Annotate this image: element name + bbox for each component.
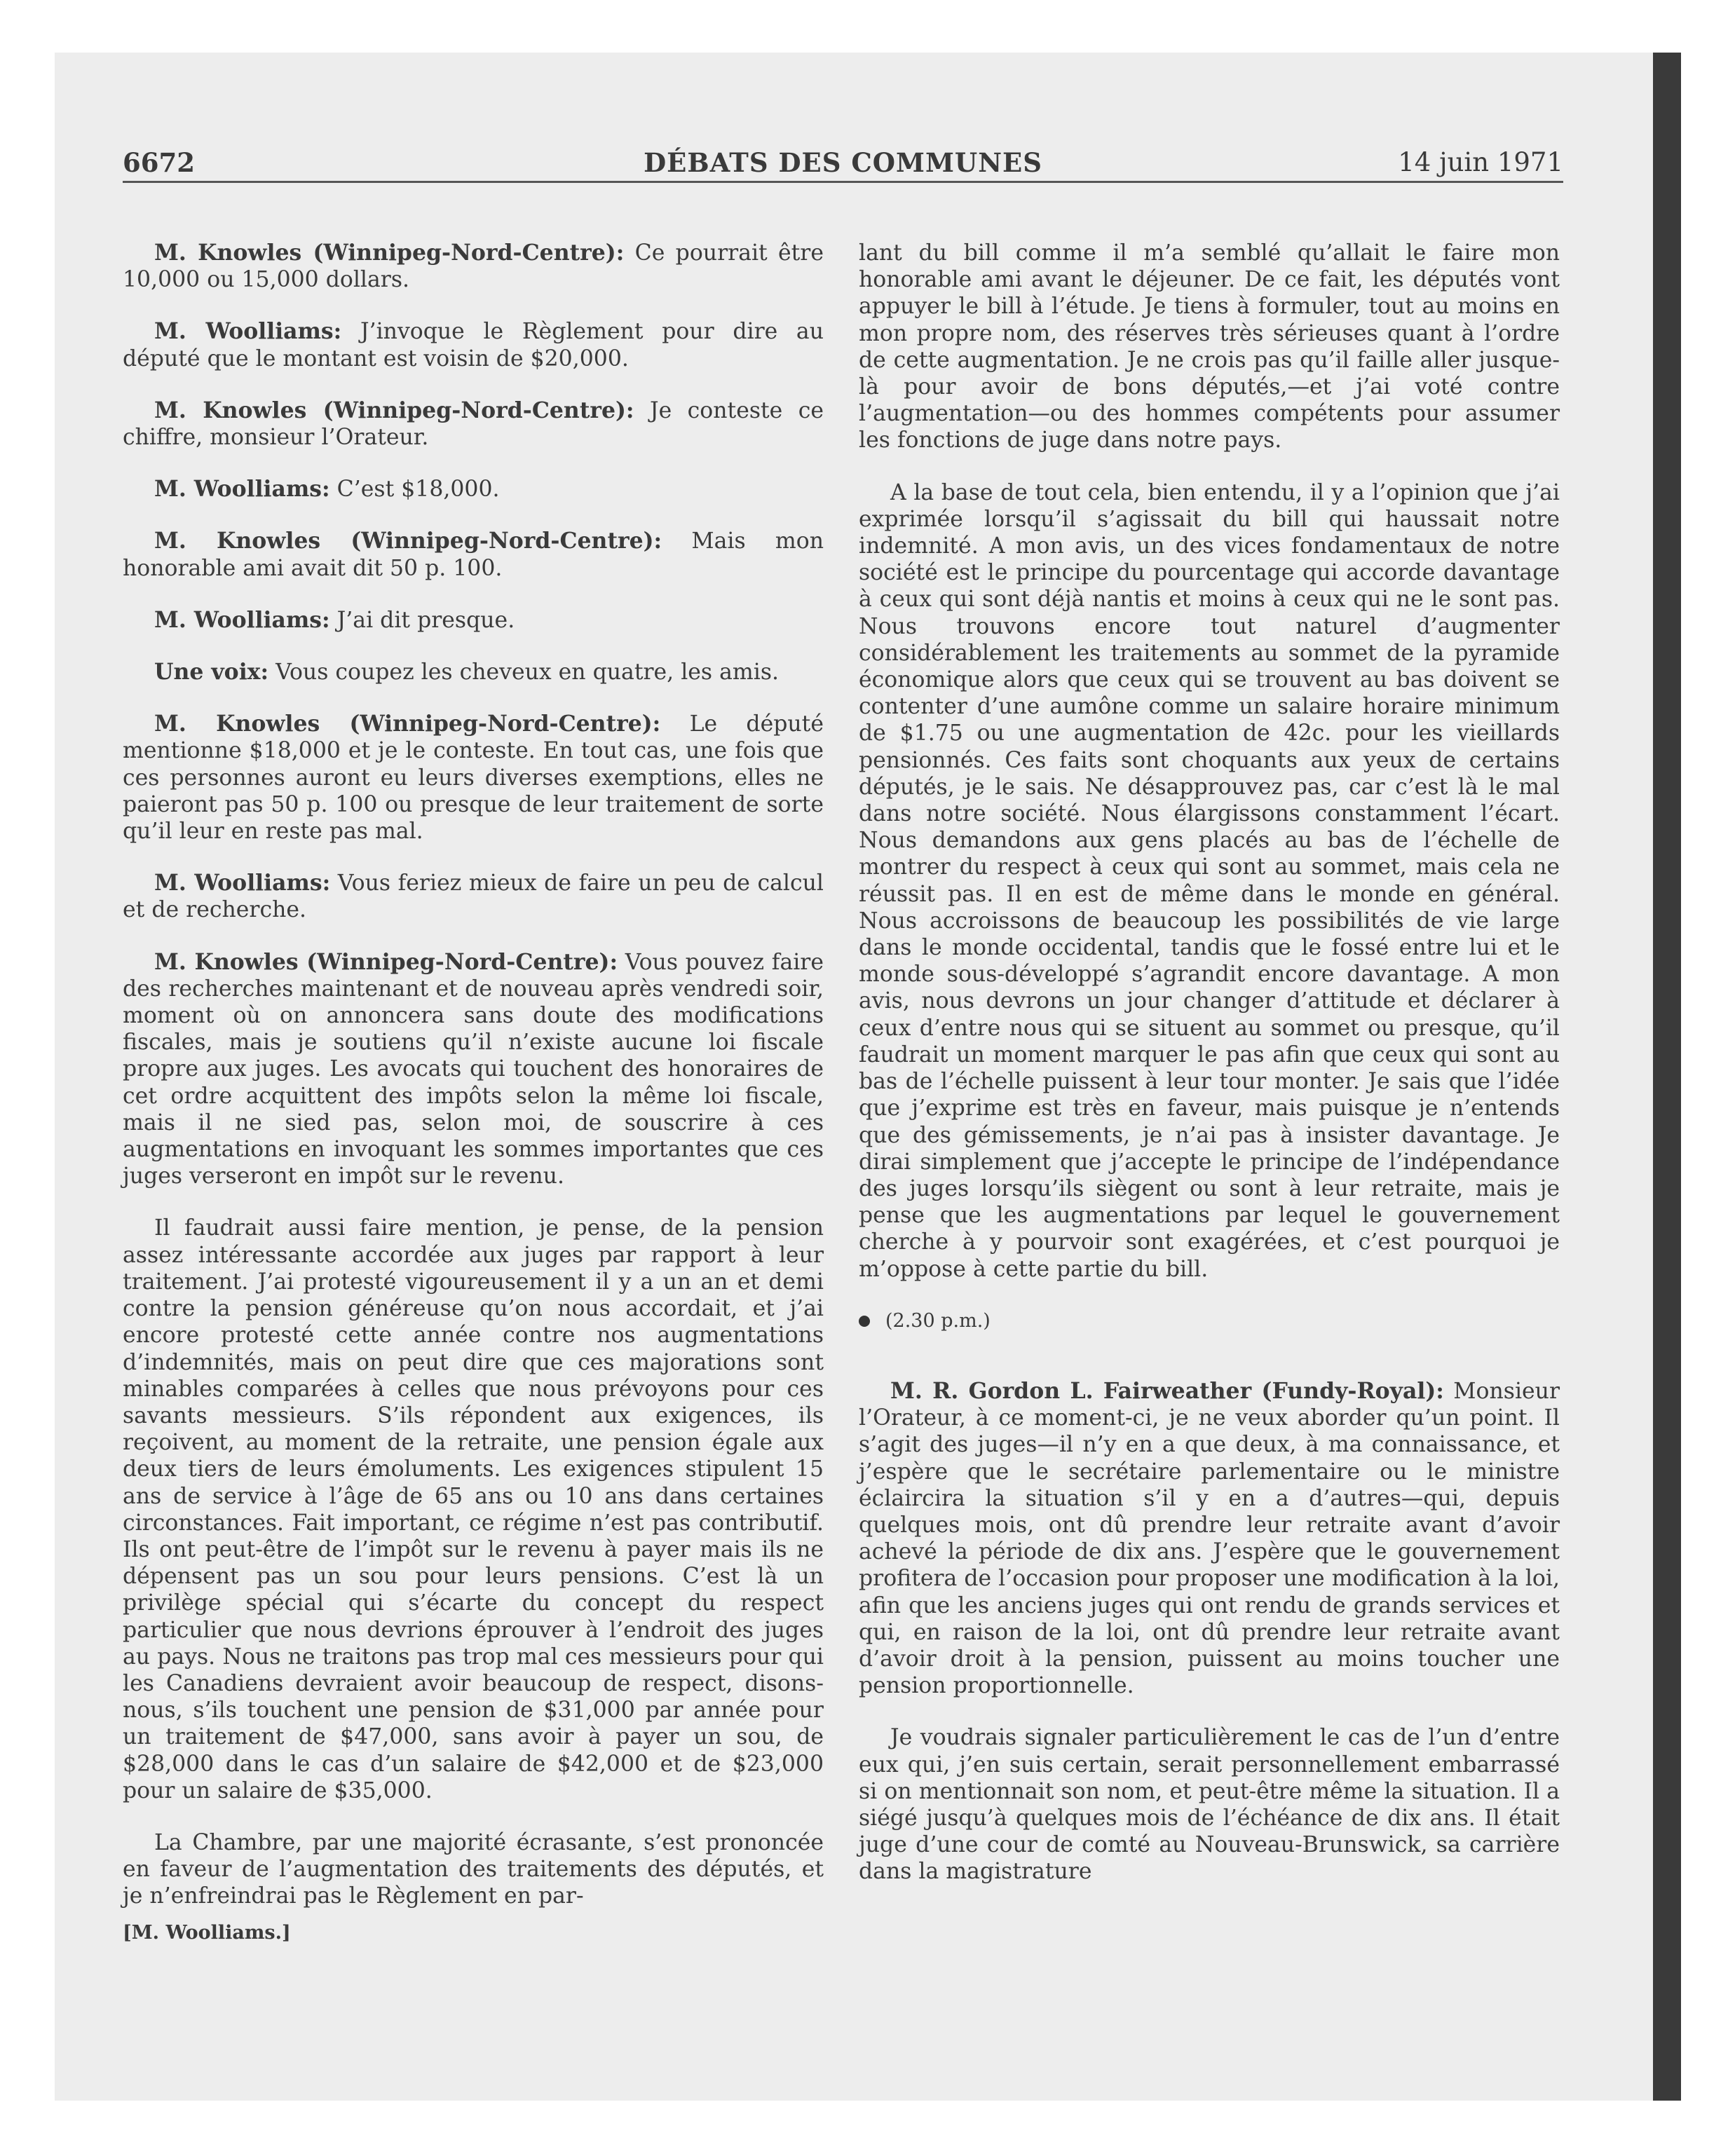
speech-text: C’est $18,000. (329, 477, 500, 503)
paragraph: lant du bill comme il m’a semblé qu’allait le faire mon honorable ami avant le déjeuner. De ce fait, les députés vont appuyer le bill à l’étude. Je tiens à formuler, tout au moins en mon propre nom, des réserves très sérieuses quant à l’ordre de cette augmentation. Je ne crois pas qu’il faille aller jusque-là pour avoir de bons députés,—et j’ai voté contre l’augmentation—ou des hommes compétents pour assumer les fonctions de juge dans notre pays. (859, 240, 1560, 453)
speaker-name: M. Woolliams: (154, 870, 331, 896)
page-header (123, 147, 1563, 189)
paragraph (123, 870, 824, 923)
scan-edge-strip (1653, 53, 1681, 2101)
paragraph: A la base de tout cela, bien entendu, il y a l’opinion que j’ai exprimée lorsqu’il s’agissait du bill qui haussait notre indemnité. A mon avis, un des vices fondamentaux de notre société est le principe du pourcentage qui accorde davantage à ceux qui sont déjà nantis et moins à ceux qui ne le sont pas. Nous trouvons encore tout naturel d’augmenter considérablement les traitements au sommet de la pyramide économique alors que ceux qui se trouvent au bas doivent se contenter d’une aumône comme un salaire horaire minimum de $1.75 ou une augmentation de 42c. pour les vieillards pensionnés. Ces faits sont choquants aux yeux de certains députés, je le sais. Ne désapprouvez pas, car c’est là le mal dans notre société. Nous élargissons constamment l’écart. Nous demandons aux gens placés au bas de l’échelle de montrer du respect à ceux qui sont au sommet, mais cela ne réussit pas. Il en est de même dans le monde en général. Nous accroissons de beaucoup les possibilités de vie large dans le monde occidental, tandis que le fossé entre lui et le monde sous-développé s’agrandit encore davantage. A mon avis, nous devrons un jour changer d’attitude et déclarer à ceux d’entre nous qui se situent au sommet ou presque, qu’il faudrait un moment marquer le pas afin que ceux qui sont au bas de l’échelle puissent à leur tour monter. Je sais que l’idée que j’exprime est très en faveur, mais puisque je n’entends que des gémissements, je n’ai pas à insister davantage. Je dirai simplement que j’accepte le principe de l’indépendance des juges lorsqu’ils siègent ou sont à leur retraite, mais je pense que les augmentations par lequel le gouvernement cherche à y pourvoir sont exagérées, et c’est pourquoi je m’oppose à cette partie du bill. (859, 479, 1560, 1282)
paragraph (123, 711, 824, 845)
speech-text: J’invoque le Règlement pour dire au député que le montant est voisin de $20,000. (123, 319, 824, 371)
paragraph (123, 607, 824, 634)
speech-text: Le député mentionne $18,000 et je le conteste. En tout cas, une fois que ces personnes auront eu leurs diverses exemptions, elles ne paieront pas 50 p. 100 ou presque de leur traitement de sorte qu’il leur en reste pas mal. (123, 711, 824, 845)
speech-text: Je voudrais signaler particulièrement le cas de l’un d’entre eux qui, j’en suis certain, serait personnellement embarrassé si on mentionnait son nom, et peut-être même la situation. Il a siégé jusqu’à quelques mois de l’échéance de dix ans. Il était juge d’une cour de comté au Nouveau-Brunswick, sa carrière dans la magistrature (859, 1725, 1560, 1885)
speaker-name: M. R. Gordon L. Fairweather (Fundy-Royal): (890, 1377, 1444, 1404)
speech-text: La Chambre, par une majorité écrasante, s’est prononcée en faveur de l’augmentation des traitements des députés, et je n’enfreindrai pas le Règlement en par- (123, 1829, 824, 1909)
header-rule (123, 181, 1563, 183)
paragraph (123, 1215, 824, 1803)
right-column (859, 240, 1560, 1911)
speaker-name: M. Knowles (Winnipeg-Nord-Centre): (154, 948, 618, 975)
speaker-name: M. Woolliams: (154, 318, 342, 345)
paragraph (123, 528, 824, 581)
speech-text: Je conteste ce chiffre, monsieur l’Orateur. (123, 397, 824, 451)
bullet-icon (859, 1316, 870, 1327)
time-marker (859, 1308, 1560, 1335)
paragraph (123, 949, 824, 1190)
speaker-name: M. Knowles (Winnipeg-Nord-Centre): (154, 711, 661, 737)
page-number: 6672 (123, 147, 195, 178)
speaker-name: M. Woolliams: (154, 606, 330, 633)
speech-text: Monsieur l’Orateur, à ce moment-ci, je ne veux aborder qu’un point. Il s’agit des juges—il n’y en a que deux, à ma connaissance, et j’espère que le secrétaire parlementaire ou le ministre éclaircira la situation s’il y en a d’autres—qui, depuis quelques mois, ont dû prendre leur retraite avant d’avoir achevé la période de dix ans. J’espère que le gouvernement profitera de l’occasion pour proposer une modification à la loi, afin que les anciens juges qui ont rendu de grands services et qui, en raison de la loi, ont dû prendre leur retraite avant d’avoir droit à la pension, puissent au moins toucher une pension proportionnelle. (859, 1378, 1560, 1699)
page-date: 14 juin 1971 (1398, 147, 1563, 177)
speech-text: J’ai dit presque. (329, 607, 515, 633)
speech-text: Vous feriez mieux de faire un peu de calcul et de recherche. (123, 871, 824, 923)
speaker-name: M. Knowles (Winnipeg-Nord-Centre): (154, 397, 634, 423)
speaker-name: M. Knowles (Winnipeg-Nord-Centre): (154, 528, 662, 554)
speech-text: Mais mon honorable ami avait dit 50 p. 100. (123, 528, 824, 581)
speech-text: Vous pouvez faire des recherches maintenant et de nouveau après vendredi soir, moment où on annoncera sans doute des modifications fiscales, mais je soutiens qu’il n’existe aucune loi fiscale propre aux juges. Les avocats qui touchent des honoraires de cet ordre acquittent des impôts selon la même loi fiscale, mais il ne sied pas, selon moi, de souscrire à ces augmentations en invoquant les sommes importantes que ces juges verseront en impôt sur le revenu. (123, 949, 824, 1189)
paragraph (123, 659, 824, 685)
paragraph (123, 318, 824, 371)
page-title: DÉBATS DES COMMUNES (644, 147, 1042, 178)
left-column (123, 240, 824, 1946)
speaker-name: M. Woolliams: (154, 476, 330, 503)
running-speaker-footer: [M. Woolliams.] (123, 1921, 291, 1944)
paragraph (859, 1724, 1560, 1885)
speech-text: Ce pourrait être 10,000 ou 15,000 dollars. (123, 240, 824, 293)
paragraph (123, 240, 824, 293)
paragraph (859, 1378, 1560, 1699)
time-marker-text: (2.30 p.m.) (885, 1309, 991, 1332)
paragraph (123, 1829, 824, 1910)
speaker-name: Une voix: (154, 659, 269, 685)
speech-text: Vous coupez les cheveux en quatre, les amis. (268, 660, 780, 685)
speaker-name: M. Knowles (Winnipeg-Nord-Centre): (154, 240, 625, 266)
speech-text: Il faudrait aussi faire mention, je pense, de la pension assez intéressante accordée aux juges par rapport à leur traitement. J’ai protesté vigoureusement il y a un an et demi contre la pension généreuse qu’on nous accordait, et j’ai encore protesté cette année contre nos augmentations d’indemnités, mais on peut dire que ces majorations sont minables comparées à celles que nous prévoyons pour ces savants messieurs. S’ils répondent aux exigences, ils reçoivent, au moment de la retraite, une pension égale aux deux tiers de leurs émoluments. Les exigences stipulent 15 ans de service à l’âge de 65 ans ou 10 ans dans certaines circonstances. Fait important, ce régime n’est pas contributif. Ils ont peut-être de l’impôt sur le revenu à payer mais ils ne dépensent pas un sou pour leurs pensions. C’est là un privilège spécial qui s’écarte du concept du respect particulier que nous devrions éprouver à l’endroit des juges au pays. Nous ne traitons pas trop mal ces messieurs pour qui les Canadiens devraient avoir beaucoup de respect, disons-nous, s’ils touchent une pension de $31,000 par année pour un traitement de $47,000, sans avoir à payer un sou, de $28,000 dans le cas d’un salaire de $42,000 et de $23,000 pour un salaire de $35,000. (123, 1215, 824, 1803)
paragraph (123, 397, 824, 451)
paragraph (123, 476, 824, 503)
